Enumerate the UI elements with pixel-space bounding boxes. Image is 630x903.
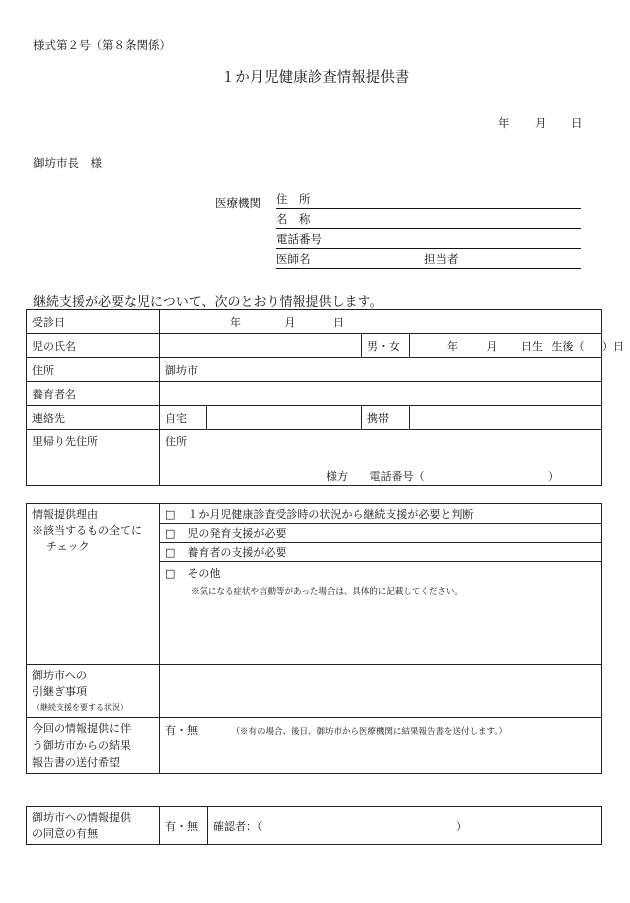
option-2[interactable] xyxy=(160,524,602,543)
child-name-field[interactable] xyxy=(160,334,362,358)
visit-month: 月 xyxy=(284,315,296,329)
child-name-label: 児の氏名 xyxy=(27,334,160,358)
consent-label-cell xyxy=(27,807,160,845)
intro-text: 継続支援が必要な児について、次のとおり情報提供します。 xyxy=(33,295,383,310)
report-field[interactable] xyxy=(160,718,602,774)
reason-label: 情報提供理由 xyxy=(32,508,98,521)
confirmer-field[interactable] xyxy=(208,807,602,845)
table-row xyxy=(27,406,602,430)
birth-day: 日生 xyxy=(521,339,543,353)
guardian-label: 養育者名 xyxy=(27,382,160,406)
checkbox-icon[interactable]: □ xyxy=(165,546,176,559)
report-choice[interactable]: 有・無 xyxy=(165,724,198,737)
consent-table xyxy=(26,806,602,845)
page-title: １か月児健康診査情報提供書 xyxy=(220,70,410,86)
institution-phone-label: 電話番号 xyxy=(276,232,322,246)
table-row xyxy=(27,718,602,774)
birth-date-field[interactable] xyxy=(410,334,624,358)
contact-label: 連絡先 xyxy=(27,406,160,430)
age-prefix: 生後（ xyxy=(551,339,585,353)
handover-field[interactable] xyxy=(160,665,602,718)
date-day: 日 xyxy=(571,116,583,130)
reason-note: ※該当するもの全てに xyxy=(32,524,142,537)
institution-name-field[interactable] xyxy=(276,211,581,229)
institution-name-label: 名 称 xyxy=(276,212,311,226)
table-row xyxy=(27,310,602,334)
confirmer-close: ） xyxy=(456,819,467,833)
report-label-2: う御坊市からの結果 xyxy=(32,739,131,752)
table-row xyxy=(27,334,602,358)
table-row xyxy=(27,358,602,382)
report-label-3: 報告書の送付希望 xyxy=(32,756,120,769)
checkbox-icon[interactable]: □ xyxy=(165,527,176,540)
sex-field[interactable]: 男・女 xyxy=(362,334,410,358)
report-note: （※有の場合、後日、御坊市から医療機関に結果報告書を送付します。） xyxy=(231,727,508,737)
home-label: 自宅 xyxy=(160,406,207,430)
return-address-label: 住所 xyxy=(165,435,187,448)
handover-label-cell xyxy=(27,665,160,718)
table-row xyxy=(27,665,602,718)
report-label: 今回の情報提供に伴 xyxy=(32,722,131,735)
institution-address-label: 住 所 xyxy=(276,192,311,206)
date-month: 月 xyxy=(535,116,547,130)
consent-choice[interactable]: 有・無 xyxy=(160,807,208,845)
handover-label: 御坊市への xyxy=(32,669,87,682)
home-phone-field[interactable] xyxy=(207,406,362,430)
care-of-label: 様方 xyxy=(326,470,348,483)
table-row xyxy=(27,430,602,486)
consent-label: 御坊市への情報提供 xyxy=(32,810,131,824)
age-suffix: ）日 xyxy=(602,339,624,353)
option-3-label: 養育者の支援が必要 xyxy=(187,546,287,559)
return-address-field[interactable] xyxy=(160,430,602,486)
reason-label-cell xyxy=(27,504,160,665)
table-row xyxy=(27,382,602,406)
institution-label: 医療機関 xyxy=(215,196,261,210)
table-row xyxy=(27,807,602,845)
handover-note: （継続支援を要する状況） xyxy=(32,703,128,712)
return-label: 里帰り先住所 xyxy=(27,430,160,486)
mobile-label: 携帯 xyxy=(362,406,410,430)
guardian-field[interactable] xyxy=(160,382,602,406)
visit-year: 年 xyxy=(230,315,241,329)
visit-day: 日 xyxy=(333,315,344,329)
reason-note-2: チェック xyxy=(46,540,90,553)
option-4-label: その他 xyxy=(187,567,221,580)
mobile-phone-field[interactable] xyxy=(410,406,602,430)
addressee: 御坊市長 様 xyxy=(33,156,102,170)
institution-doctor-label: 医師名 xyxy=(276,252,311,266)
return-phone-close: ） xyxy=(548,470,559,483)
report-label-cell xyxy=(27,718,160,774)
institution-staff-label: 担当者 xyxy=(424,252,459,266)
option-2-label: 児の発育支援が必要 xyxy=(187,527,287,540)
form-number: 様式第２号（第８条関係） xyxy=(33,38,171,52)
table-row xyxy=(27,504,602,524)
institution-phone-field[interactable] xyxy=(276,231,581,249)
address-label: 住所 xyxy=(27,358,160,382)
birth-month: 月 xyxy=(486,339,498,353)
consent-label-2: の同意の有無 xyxy=(32,826,98,840)
other-note: ※気になる症状や言動等があった場合は、具体的に記載してください。 xyxy=(191,587,463,597)
return-phone-label: 電話番号（ xyxy=(369,470,425,483)
visit-date-label: 受診日 xyxy=(27,310,160,334)
date-year: 年 xyxy=(498,116,510,130)
checkbox-icon[interactable]: □ xyxy=(165,507,176,521)
handover-label-2: 引継ぎ事項 xyxy=(32,685,87,698)
option-1[interactable] xyxy=(160,504,602,524)
option-3[interactable] xyxy=(160,543,602,562)
confirmer-label: 確認者：（ xyxy=(213,819,263,833)
info-reason-table xyxy=(26,503,602,774)
visit-date-field[interactable] xyxy=(160,310,602,334)
address-field[interactable]: 御坊市 xyxy=(160,358,602,382)
birth-year: 年 xyxy=(447,339,458,353)
institution-address-field[interactable] xyxy=(276,191,581,209)
option-4[interactable] xyxy=(160,562,602,665)
option-1-label: １か月児健康診査受診時の状況から継続支援が必要と判断 xyxy=(187,507,474,521)
institution-doctor-field[interactable] xyxy=(276,251,581,269)
child-info-table xyxy=(26,309,624,486)
checkbox-icon[interactable]: □ xyxy=(165,567,176,580)
